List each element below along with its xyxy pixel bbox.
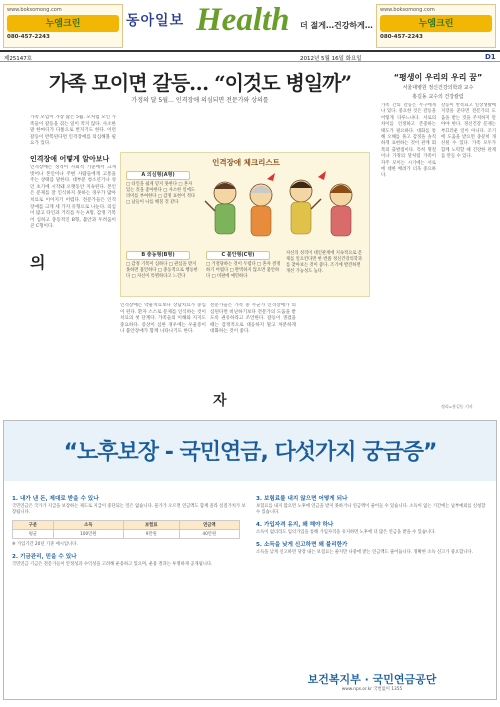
table-header: 소득 [53,521,123,530]
table-cell: 평균 [13,530,54,539]
family-cartoon-illustration [203,171,366,247]
nps-advertisement[interactable] [3,420,497,700]
masthead-ad-right[interactable] [376,4,496,48]
checklist-title: 인격장애 체크리스트 [212,158,280,167]
ad-question: 1. 내가 낸 돈, 제대로 받을 수 있나 [12,496,99,502]
page-number: D1 [485,53,496,61]
article-body-col3: 전문가들은 가족 중 누군가 인격장애가 의심된다면 비난하기보다 전문가의 도움을 받도록 권유하라고 조언한다. 갈등이 생겼을 때는 감정적으로 대응하지 말고 차분하게 대화하는 것이 좋다. [210,303,296,335]
table-header-row [13,521,240,530]
checklist-type-c-title: C 불안형(C형) [206,251,270,260]
issue-number: 제25147호 [4,56,33,62]
column-body-a: 가족 간의 갈등은 누구에게나 있다. 중요한 것은 갈등을 어떻게 다루느냐다. 서로의 차이를 인정하고 존중하는 태도가 필요하다. 대화를 통해 오해를 풀고 감정을 솔직하게 표현하는 것이 관계 회복의 출발점이다. 특히 명절이나 가정의 달처럼 가족이 자주 모이는 시기에는 서로에 대한 배려가 더욱 중요하다. [381,103,436,179]
masthead [0,0,500,62]
dateline [0,50,500,62]
ad-question: 2. 기금관리, 믿을 수 있나 [12,554,77,560]
section-slogan: 더 젊게…건강하게… [300,21,373,30]
column-credit: 정리=홍길동 기자 [441,404,473,409]
table-cell: 9만원 [123,530,179,539]
ad-question: 4. 가입자격 유지, 왜 해야 하나 [256,522,334,528]
cartoon-figure [330,184,352,236]
ad-phone: 080-457-2243 [380,34,423,40]
table-header: 구분 [13,521,54,530]
column-title: “평생이 우리의 우리 꿈” [393,73,483,82]
cartoon-figure [250,184,272,236]
dropcap: 자 [213,393,227,409]
checklist-type-b-title: B 충동형(B형) [126,251,190,260]
ad-answer: 국민연금은 국가가 지급을 보장하는 제도로 지급이 중단되는 일은 없습니다. 물가가 오르면 연금액도 함께 올라 실질가치가 보장됩니다. [12,504,246,515]
table-row [13,530,240,539]
table-cell: 100만원 [53,530,123,539]
checklist-box [120,152,370,297]
article-body-col1b: 인격장애는 성격이 사회적 기준에서 크게 벗어나 본인이나 주변 사람들에게 고통을 주는 상태를 말한다. 대부분 청소년기나 성인 초기에 시작돼 오랫동안 지속된다. 본인은 문제를 잘 인식하지 못하는 경우가 많아 치료로 이어지기 어렵다. 전문가들은 인격장애를 크게 세 가지 유형으로 나눈다. 의심이 많고 타인과 거리를 두는 A형, 감정 기복이 심하고 충동적인 B형, 불안과 두려움이 큰 C형이다. [30,165,116,230]
article-subhead: 인격장애 어떻게 알아보나 [30,155,110,163]
ad-qa-left [12,491,248,572]
checklist-note-text: 자신의 성격이 대인관계에 지속적으로 문제를 일으킨다면 한 번쯤 정신건강의학과를 찾아보는 것이 좋다. 조기에 발견하면 개선 가능성도 높다. [286,251,363,274]
ad-sponsor-url[interactable]: www.nps.or.kr 국번없이 1355 [341,687,403,692]
ad-question: 5. 소득을 낮게 신고하면 왜 불리한가 [256,542,348,548]
ad-answer: 보험료를 내지 않으면 노후에 연금을 받지 못하거나 연금액이 줄어들 수 있습니다. 소득이 없는 기간에는 납부예외를 신청할 수 있습니다. [256,504,486,515]
dropcap: 의 [30,253,46,272]
ad-answer: 소득을 낮게 신고하면 당장 내는 보험료는 줄지만 나중에 받는 연금액도 줄어듭니다. 정확한 소득 신고가 중요합니다. [256,550,473,555]
table-header: 보험료 [123,521,179,530]
ad-title-band [4,421,496,481]
checklist-note [286,251,366,275]
checklist-type-c-text: □ 거절당하는 것이 두렵다 □ 혼자 결정하기 어렵다 □ 완벽하지 않으면 불안하다 □ 비판에 예민하다 [206,262,281,279]
article-headline: 가족 모이면 갈등… “이것도 병일까” [48,71,352,95]
checklist-type-a-text: □ 타인을 쉽게 믿지 못한다 □ 혼자 있는 것을 좋아한다 □ 사소한 일에도 의미를 부여한다 □ 감정 표현이 적다 □ 남들이 나를 해칠 것 같다 [126,182,195,205]
checklist-type-b-text: □ 감정 기복이 심하다 □ 관심을 받지 못하면 불안하다 □ 충동적으로 행동한다 □ 자신이 특별하다고 느낀다 [126,262,198,279]
column-body-b: 갈등이 반복되고 일상생활에 지장을 준다면 전문가의 도움을 받는 것을 주저하지 말아야 한다. 정신건강 문제는 부끄러운 일이 아니다. 조기에 도움을 받으면 충분히 개선될 수 있다. 가족 모두가 함께 노력할 때 건강한 관계를 만들 수 있다. [441,103,496,160]
section-title: Health [196,2,290,38]
ad-question: 3. 보험료를 내지 않으면 어떻게 되나 [256,496,348,502]
ad-qa-right [256,491,488,560]
column-author-affiliation: 서울대병원 정신건강의학과 교수 [402,85,474,91]
ad-title: “노후보장 - 국민연금, 다섯가지 궁금증” [63,440,437,465]
ad-answer: 소득이 없더라도 임의가입을 통해 가입자격을 유지하면 노후에 더 많은 연금을 받을 수 있습니다. [256,530,436,535]
ad-table [12,520,240,539]
ad-sponsor: 보건복지부 · 국민연금공단 [307,673,437,686]
ad-url: www.boksomong.com [380,7,435,13]
table-cell: 40만원 [179,530,239,539]
checklist-type-a [126,171,196,206]
article-lede: 가정의 달 5월… 인격장애 의심되면 전문가와 상의를 [131,97,269,104]
ad-logo: 누엠크린 [7,15,119,32]
checklist-type-b [126,251,201,280]
publication-date: 2012년 5월 16일 화요일 [300,56,362,62]
article-body-col2: 인격장애는 약물치료보다 상담치료가 중심이 된다. 환자 스스로 문제를 인식하는 것이 치료의 첫 단계다. 가족들의 이해와 지지도 중요하다. 증상이 심한 경우에는 우울증이나 불안장애가 함께 나타나기도 한다. [120,303,206,335]
ad-url: www.boksomong.com [7,7,62,13]
ad-logo: 누엠크린 [380,15,492,32]
ad-answer: 국민연금 기금은 전문가들이 안정성과 수익성을 고려해 운용하고 있으며, 운용 결과는 투명하게 공개됩니다. [12,562,213,567]
newspaper-name: 동아일보 [126,13,185,29]
ad-footnote: ※ 가입기간 20년 기준 예시입니다. [12,542,78,547]
article-body-col1: 가족 모임이 가장 많은 5월. 모처럼 모인 가족들이 갈등을 겪는 일이 적지 않다. 사소한 말 한마디가 다툼으로 번지기도 한다. 이런 갈등이 반복된다면 인격장애를 의심해볼 필요가 있다. [30,115,116,147]
checklist-type-c [206,251,281,280]
column-author: 홍길동 교수의 건강칼럼 [412,94,464,100]
table-header: 연금액 [179,521,239,530]
checklist-type-a-title: A 의심형(A형) [126,171,190,180]
ad-phone: 080-457-2243 [7,34,50,40]
masthead-ad-left[interactable] [3,4,123,48]
